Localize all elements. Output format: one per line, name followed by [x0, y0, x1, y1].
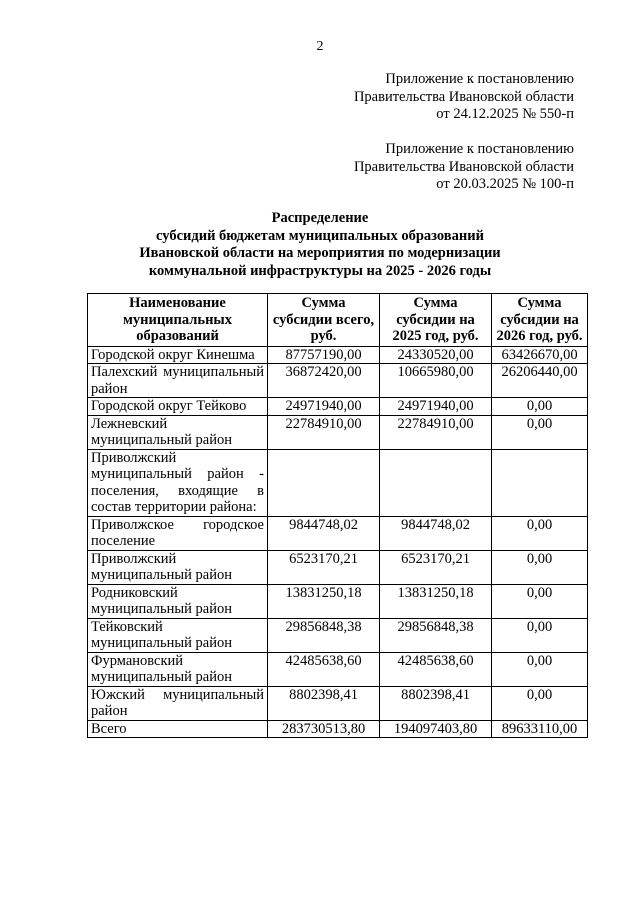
- subsidy-total: [268, 449, 380, 516]
- subsidy-total: 6523170,21: [268, 550, 380, 584]
- subsidy-total: 9844748,02: [268, 516, 380, 550]
- table-row: [88, 516, 588, 550]
- subsidy-2026: [492, 449, 588, 516]
- appendix-current-line2: Правительства Ивановской области: [353, 88, 574, 105]
- title-line4: коммунальной инфраструктуры на 2025 - 2026 годы: [148, 262, 492, 279]
- table-row: [88, 364, 588, 398]
- subsidy-2026: 0,00: [492, 415, 588, 449]
- appendix-current-line3: от 24.12.2025 № 550-п: [436, 106, 574, 122]
- subsidy-2025: 24971940,00: [380, 398, 492, 416]
- header-total: Сумма субсидии всего, руб.: [268, 294, 380, 347]
- municipality-name: Приволжский муниципальный район - поселения, входящие в состав территории района:: [88, 449, 268, 516]
- page-number: 2: [316, 39, 324, 54]
- subsidy-2025: [380, 449, 492, 516]
- subsidy-2026: 0,00: [492, 550, 588, 584]
- subsidy-2025: 10665980,00: [380, 364, 492, 398]
- appendix-original-line3: от 20.03.2025 № 100-п: [436, 176, 574, 192]
- total-label: Всего: [88, 720, 268, 738]
- subsidy-total: 36872420,00: [268, 364, 380, 398]
- total-2026: 89633110,00: [492, 720, 588, 738]
- table-row: [88, 652, 588, 686]
- subsidy-2026: 0,00: [492, 652, 588, 686]
- table-row: [88, 415, 588, 449]
- municipality-name: Городской округ Кинешма: [88, 346, 268, 364]
- subsidy-2025: 29856848,38: [380, 618, 492, 652]
- table-row: [88, 449, 588, 516]
- appendix-current-reference: [354, 71, 574, 124]
- title-line3: Ивановской области на мероприятия по модернизации: [139, 245, 501, 261]
- subsidy-2025: 6523170,21: [380, 550, 492, 584]
- total-2025: 194097403,80: [380, 720, 492, 738]
- appendix-current-line1: Приложение к постановлению: [385, 71, 574, 87]
- subsidy-2026: 0,00: [492, 516, 588, 550]
- subsidy-total: 42485638,60: [268, 652, 380, 686]
- header-2025: Сумма субсидии на 2025 год, руб.: [380, 294, 492, 347]
- table-row: [88, 686, 588, 720]
- municipality-name: Приволжский муниципальный район: [88, 550, 268, 584]
- subsidy-2026: 0,00: [492, 584, 588, 618]
- appendix-original-line1: Приложение к постановлению: [385, 141, 574, 157]
- subsidy-2025: 24330520,00: [380, 346, 492, 364]
- table-header-row: [88, 294, 588, 347]
- title-line1: Распределение: [271, 210, 369, 226]
- table-body: [88, 346, 588, 720]
- municipality-name: Южский муниципальный район: [88, 686, 268, 720]
- header-2026: Сумма субсидии на 2026 год, руб.: [492, 294, 588, 347]
- appendix-original-reference: [354, 141, 574, 194]
- subsidy-2025: 8802398,41: [380, 686, 492, 720]
- subsidy-2025: 42485638,60: [380, 652, 492, 686]
- subsidy-total: 8802398,41: [268, 686, 380, 720]
- subsidy-total: 29856848,38: [268, 618, 380, 652]
- municipality-name: Фурмановский муниципальный район: [88, 652, 268, 686]
- subsidy-2025: 13831250,18: [380, 584, 492, 618]
- subsidy-2026: 63426670,00: [492, 346, 588, 364]
- subsidy-total: 24971940,00: [268, 398, 380, 416]
- subsidy-total: 22784910,00: [268, 415, 380, 449]
- subsidy-2026: 0,00: [492, 618, 588, 652]
- municipality-name: Лежневский муниципальный район: [88, 415, 268, 449]
- appendix-original-line2: Правительства Ивановской области: [353, 158, 574, 175]
- table-total-row: [88, 720, 588, 738]
- subsidy-2025: 9844748,02: [380, 516, 492, 550]
- subsidy-total: 13831250,18: [268, 584, 380, 618]
- subsidy-2026: 26206440,00: [492, 364, 588, 398]
- subsidy-2026: 0,00: [492, 398, 588, 416]
- table-row: [88, 618, 588, 652]
- subsidy-2025: 22784910,00: [380, 415, 492, 449]
- subsidy-distribution-table: [87, 293, 588, 738]
- document-title: [0, 210, 640, 280]
- subsidy-total: 87757190,00: [268, 346, 380, 364]
- table-row: [88, 346, 588, 364]
- total-all: 283730513,80: [268, 720, 380, 738]
- municipality-name: Городской округ Тейково: [88, 398, 268, 416]
- municipality-name: Палехский муниципальный район: [88, 364, 268, 398]
- municipality-name: Родниковский муниципальный район: [88, 584, 268, 618]
- subsidy-2026: 0,00: [492, 686, 588, 720]
- header-municipality: Наименование муниципальных образований: [88, 294, 268, 347]
- municipality-name: Тейковский муниципальный район: [88, 618, 268, 652]
- table-row: [88, 398, 588, 416]
- municipality-name: Приволжское городское поселение: [88, 516, 268, 550]
- title-line2: субсидий бюджетам муниципальных образований: [156, 227, 484, 244]
- table-row: [88, 550, 588, 584]
- table-row: [88, 584, 588, 618]
